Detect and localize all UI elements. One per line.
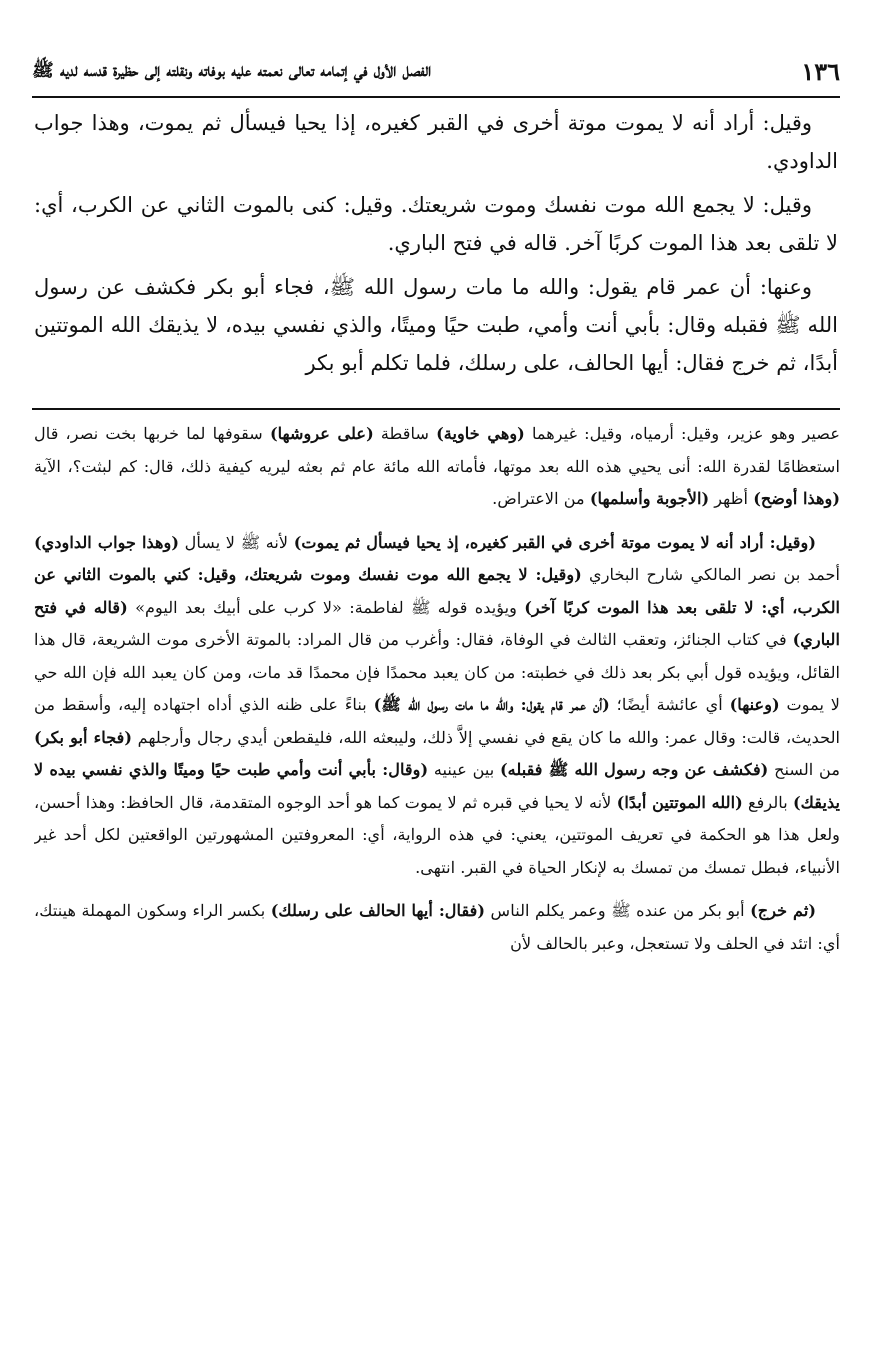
commentary-separator [32,408,840,410]
commentary-paragraph [34,527,840,885]
commentary-run: من الاعتراض. [492,489,590,508]
commentary-run: سقوفها لما خربها بخت نصر، قال استعظامًا لقدرة الله: أنى يحيي هذه الله بعد موتها، فأماته الله مائة عام ثم بعثه ليريه كيفية ذلك، قال: كم لبثت؟، الآية [34,424,840,476]
main-paragraph: وقيل: أراد أنه لا يموت موتة أخرى في القبر كغيره، إذا يحيا فيسأل ثم يموت، وهذا جواب الداودي. [34,111,838,173]
commentary-run: في كتاب الجنائز، وتعقب الثالث في الوفاة، فقال: وأغرب من قال المراد: بالموتة الأخرى موت الشريعة، قال هذا القائل، ويؤيده قول أبي بكر بعد ذلك في خطبته: من كان يعبد محمدًا فإن محمدًا قد مات، ومن كان يعبد الله فإن الله حي لا يموت [34,630,840,714]
quoted-matn-text: (الله الموتتين أبدًا) [616,792,743,812]
commentary-run: عصير وهو عزير، وقيل: أرمياه، وقيل: غيرهما [524,424,840,443]
main-text [34,104,838,404]
commentary-run: لأنه ﷺ لا يسأل [179,532,294,552]
commentary-run: لأنه لا يحيا في قبره ثم لا يموت كما هو أحد الوجوه المتقدمة، قال الحافظ: وهذا أحسن، ولعل هذا هو الحكمة في تعريف الموتتين، يعني: في هذه الرواية، أي: المعروفتين المشهورتين الواقعتين لكل أحد غير الأنبياء، فبطل تمسك من تمسك به لإنكار الحياة في القبر. انتهى. [34,792,840,877]
commentary-run: بكسر الراء وسكون المهملة هينتك، أي: اتئد في الحلف ولا تستعجل، وعبر بالحالف لأن [34,901,840,953]
commentary-text [34,418,840,1348]
quoted-matn-text: (وعنها) [729,695,780,714]
quoted-matn-text: (وهذا أوضح) [753,489,840,508]
commentary-run: بين عينيه [428,760,501,779]
page-number: ١٣٦ [801,57,840,86]
commentary-run: أبو بكر من عنده ﷺ وعمر يكلم الناس [485,901,751,920]
commentary-run: ساقطة [373,424,437,443]
commentary-paragraph [34,418,840,516]
main-paragraph: وقيل: لا يجمع الله موت نفسك وموت شريعتك. وقيل: كنى بالموت الثاني عن الكرب، أي: لا تلقى بعد هذا الموت كربًا آخر. قاله في فتح الباري. [34,193,838,255]
quoted-matn-text: (وهذا جواب الداودي) [34,532,180,552]
quoted-matn-text: (فقال: أيها الحالف على رسلك) [270,901,486,920]
commentary-run: أحمد بن نصر المالكي شارح البخاري [581,565,840,584]
header-rule [32,96,840,98]
commentary-run: من السنح [768,760,840,779]
quoted-matn-text: (أن عمر قام يقول: والله ما مات رسول الله ﷺ) [373,695,610,714]
commentary-run: بناءً على ظنه الذي أداه اجتهاده إليه، وأسقط من الحديث، قالت: وقال عمر: والله ما كان يقع في نفسي إلاَّ ذلك، وليبعثه الله، فليقطعن أيدي رجال وأرجلهم [34,695,840,747]
commentary-run: بالرفع [742,792,793,812]
quoted-matn-text: (ثم خرج) [750,901,816,920]
quoted-matn-text: (قاله في فتح الباري) [34,597,840,649]
commentary-run: ويؤيده قوله ﷺ لفاطمة: «لا كرب على أبيك بعد اليوم» [127,597,525,617]
quoted-matn-text: (وقيل: أراد أنه لا يموت موتة أخرى في القبر كغيره، إذ يحيا فيسأل ثم يموت) [293,532,816,552]
commentary-paragraph [34,895,840,960]
quoted-matn-text: (الأجوبة وأسلمها) [589,489,710,508]
quoted-matn-text: (وهي خاوية) [436,424,525,443]
quoted-matn-text: (على عروشها) [269,424,374,443]
quoted-matn-text: (فكشف عن وجه رسول الله ﷺ فقبله) [500,760,769,779]
running-title: الفصل الأول في إتمامه تعالى نعمته عليه بوفاته ونقلته إلى حظيرة قدسه لديه ﷺ [32,60,432,81]
page-header [32,52,840,92]
main-paragraph: وعنها: أن عمر قام يقول: والله ما مات رسول الله ﷺ، فجاء أبو بكر فكشف عن رسول الله ﷺ فقبله وقال: بأبي أنت وأمي، طبت حيًا وميتًا، والذي نفسي بيده، لا يذيقك الله الموتتين أبدًا، ثم خرج فقال: أيها الحالف، على رسلك، فلما تكلم أبو بكر [34,275,838,375]
quoted-matn-text: (وقيل: لا يجمع الله موت نفسك وموت شريعتك، وقيل: كني بالموت الثاني عن الكرب، أي: لا تلقى بعد هذا الموت كربًا آخر) [34,565,840,617]
commentary-run: أظهر [709,489,754,508]
quoted-matn-text: (وقال: بأبي أنت وأمي طبت حيًا وميتًا والذي نفسي بيده لا يذيقك) [34,760,840,812]
quoted-matn-text: (فجاء أبو بكر) [34,727,133,747]
commentary-run: أي عائشة أيضًا؛ [609,695,730,714]
